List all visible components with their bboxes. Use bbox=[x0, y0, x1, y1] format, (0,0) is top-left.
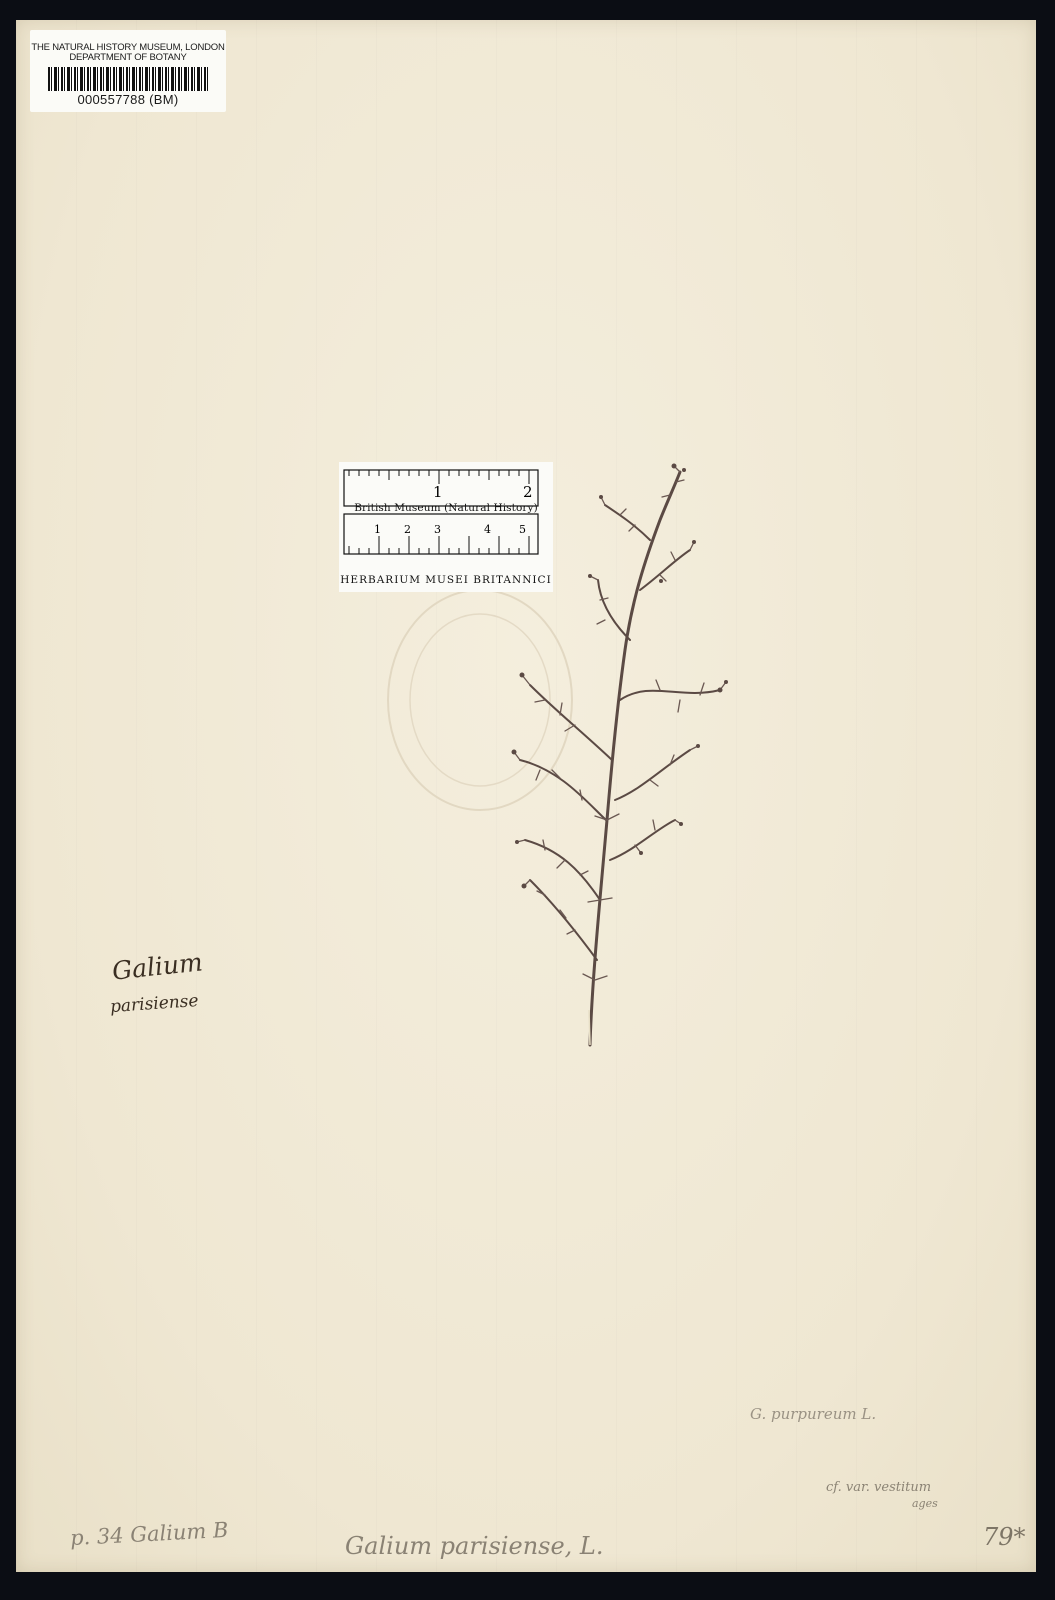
determination-genus: Galium bbox=[110, 947, 204, 986]
note-purpureum: G. purpureum L. bbox=[750, 1405, 877, 1423]
institution-name: THE NATURAL HISTORY MUSEUM, LONDON bbox=[31, 42, 225, 53]
scale-bottom-5: 5 bbox=[519, 523, 526, 536]
determination-species: parisiense bbox=[109, 990, 200, 1018]
catalog-number: 000557788 (BM) bbox=[77, 92, 179, 107]
page-reference: p. 34 Galium B bbox=[69, 1517, 229, 1551]
scale-bottom-4: 4 bbox=[484, 523, 491, 536]
scale-top-2: 2 bbox=[523, 483, 533, 501]
scale-bottom-3: 3 bbox=[434, 523, 441, 536]
note-ages: ages bbox=[912, 1497, 938, 1510]
scale-top-1: 1 bbox=[433, 483, 443, 501]
sheet-number: 79* bbox=[983, 1523, 1026, 1551]
scale-museum-name: British Museum (Natural History) bbox=[354, 502, 538, 514]
scale-bottom-1: 1 bbox=[374, 523, 381, 536]
department-name: DEPARTMENT OF BOTANY bbox=[69, 52, 187, 63]
bottom-species-name: Galium parisiense, L. bbox=[345, 1532, 604, 1560]
note-cf-variety: cf. var. vestitum bbox=[826, 1480, 932, 1495]
scale-herbarium-name: HERBARIUM MUSEI BRITANNICI bbox=[340, 574, 552, 586]
scale-bottom-2: 2 bbox=[404, 523, 411, 536]
